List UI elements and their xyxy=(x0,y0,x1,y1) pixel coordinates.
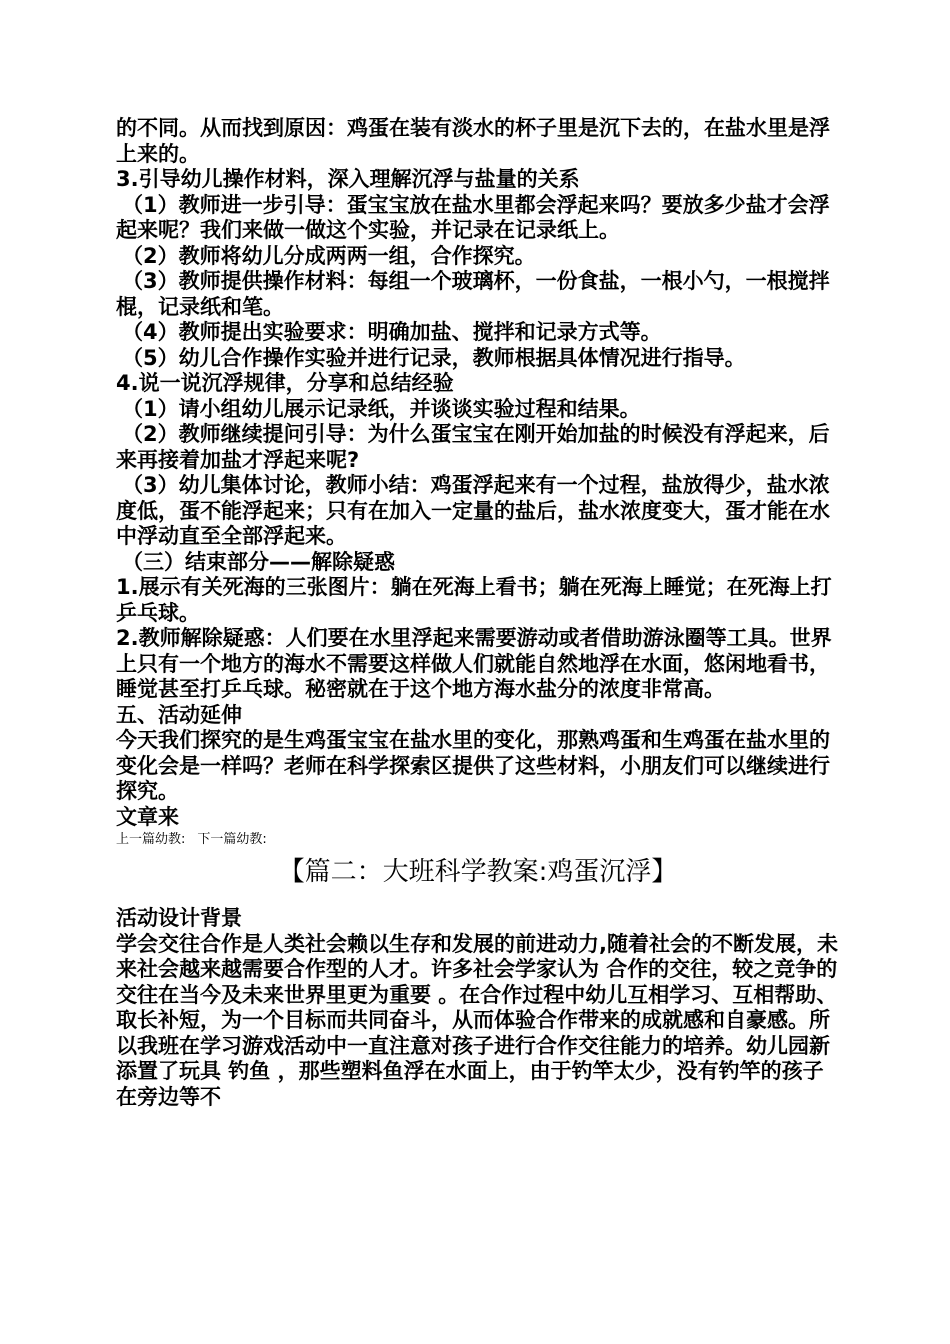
step-3-item-5: （5）幼儿合作操作实验并进行记录，教师根据具体情况进行指导。 xyxy=(122,345,746,370)
ending-item-1: 1.展示有关死海的三张图片：躺在死海上看书；躺在死海上睡觉；在死海上打乒乓球。 xyxy=(116,575,832,625)
section-extension: 五、活动延伸 xyxy=(116,702,242,727)
step-4-item-3: （3）幼儿集体讨论，教师小结：鸡蛋浮起来有一个过程，盐放得少，盐水浓度低，蛋不能浮起来；只有在加入一定量的盐后，盐水浓度变大，蛋才能在水中浮动直至全部浮起来。 xyxy=(116,473,830,548)
step-3-item-1: （1）教师进一步引导：蛋宝宝放在盐水里都会浮起来吗？要放多少盐才会浮起来呢？我们来做一做这个实验，并记录在记录纸上。 xyxy=(116,192,830,242)
section-step-4: 4.说一说沉浮规律，分享和总结经验 xyxy=(116,371,454,395)
article-nav xyxy=(116,830,840,850)
ending-item-2: 2.教师解除疑惑：人们要在水里浮起来需要游动或者借助游泳圈等工具。世界上只有一个地方的海水不需要这样做人们就能自然地浮在水面，悠闲地看书，睡觉甚至打乒乓球。秘密就在于这个地方海水盐分的浓度非常高。 xyxy=(116,626,832,701)
prev-article-link[interactable]: 上一篇幼教: xyxy=(116,832,186,847)
step-4-item-2: （2）教师继续提问引导：为什么蛋宝宝在刚开始加盐的时候没有浮起来，后来再接着加盐才浮起来呢? xyxy=(116,422,830,472)
section-step-3: 3.引导幼儿操作材料，深入理解沉浮与盐量的关系 xyxy=(116,167,580,191)
section-ending: （三）结束部分——解除疑惑 xyxy=(122,549,395,574)
source-line: 文章来 xyxy=(116,804,179,829)
step-4-item-1: （1）请小组幼儿展示记录纸，并谈谈实验过程和结果。 xyxy=(122,396,641,421)
article-2-title: 【篇二：大班科学教案:鸡蛋沉浮】 xyxy=(278,857,678,887)
step-3-item-2: （2）教师将幼儿分成两两一组，合作探究。 xyxy=(122,243,536,268)
article-2-body: 学会交往合作是人类社会赖以生存和发展的前进动力,随着社会的不断发展，未来社会越来越需要合作型的人才。许多社会学家认为 合作的交往，较之竞争的交往在当今及未来世界里更为重要 。在合作过程中幼儿互相学习、互相帮助、取长补短，为一个目标而共同奋斗，从而体验合作带来的成就感和自豪感。所以我班在学习游戏活动中一直注意对孩子进行合作交往能力的培养。幼儿园新添置了玩具 钓鱼 ，那些塑料鱼浮在水面上，由于钓竿太少，没有钓竿的孩子在旁边等不 xyxy=(116,931,838,1109)
document-page xyxy=(116,116,840,1110)
extension-paragraph: 今天我们探究的是生鸡蛋宝宝在盐水里的变化，那熟鸡蛋和生鸡蛋在盐水里的变化会是一样吗？老师在科学探索区提供了这些材料，小朋友们可以继续进行探究。 xyxy=(116,728,830,803)
step-3-item-3: （3）教师提供操作材料：每组一个玻璃杯，一份食盐，一根小勺，一根搅拌棍，记录纸和笔。 xyxy=(116,269,830,319)
paragraph-conclusion: 的不同。从而找到原因：鸡蛋在装有淡水的杯子里是沉下去的，在盐水里是浮上来的。 xyxy=(116,116,830,166)
article-2-heading: 活动设计背景 xyxy=(116,906,242,930)
step-3-item-4: （4）教师提出实验要求：明确加盐、搅拌和记录方式等。 xyxy=(122,320,662,344)
next-article-link[interactable]: 下一篇幼教: xyxy=(197,832,267,847)
